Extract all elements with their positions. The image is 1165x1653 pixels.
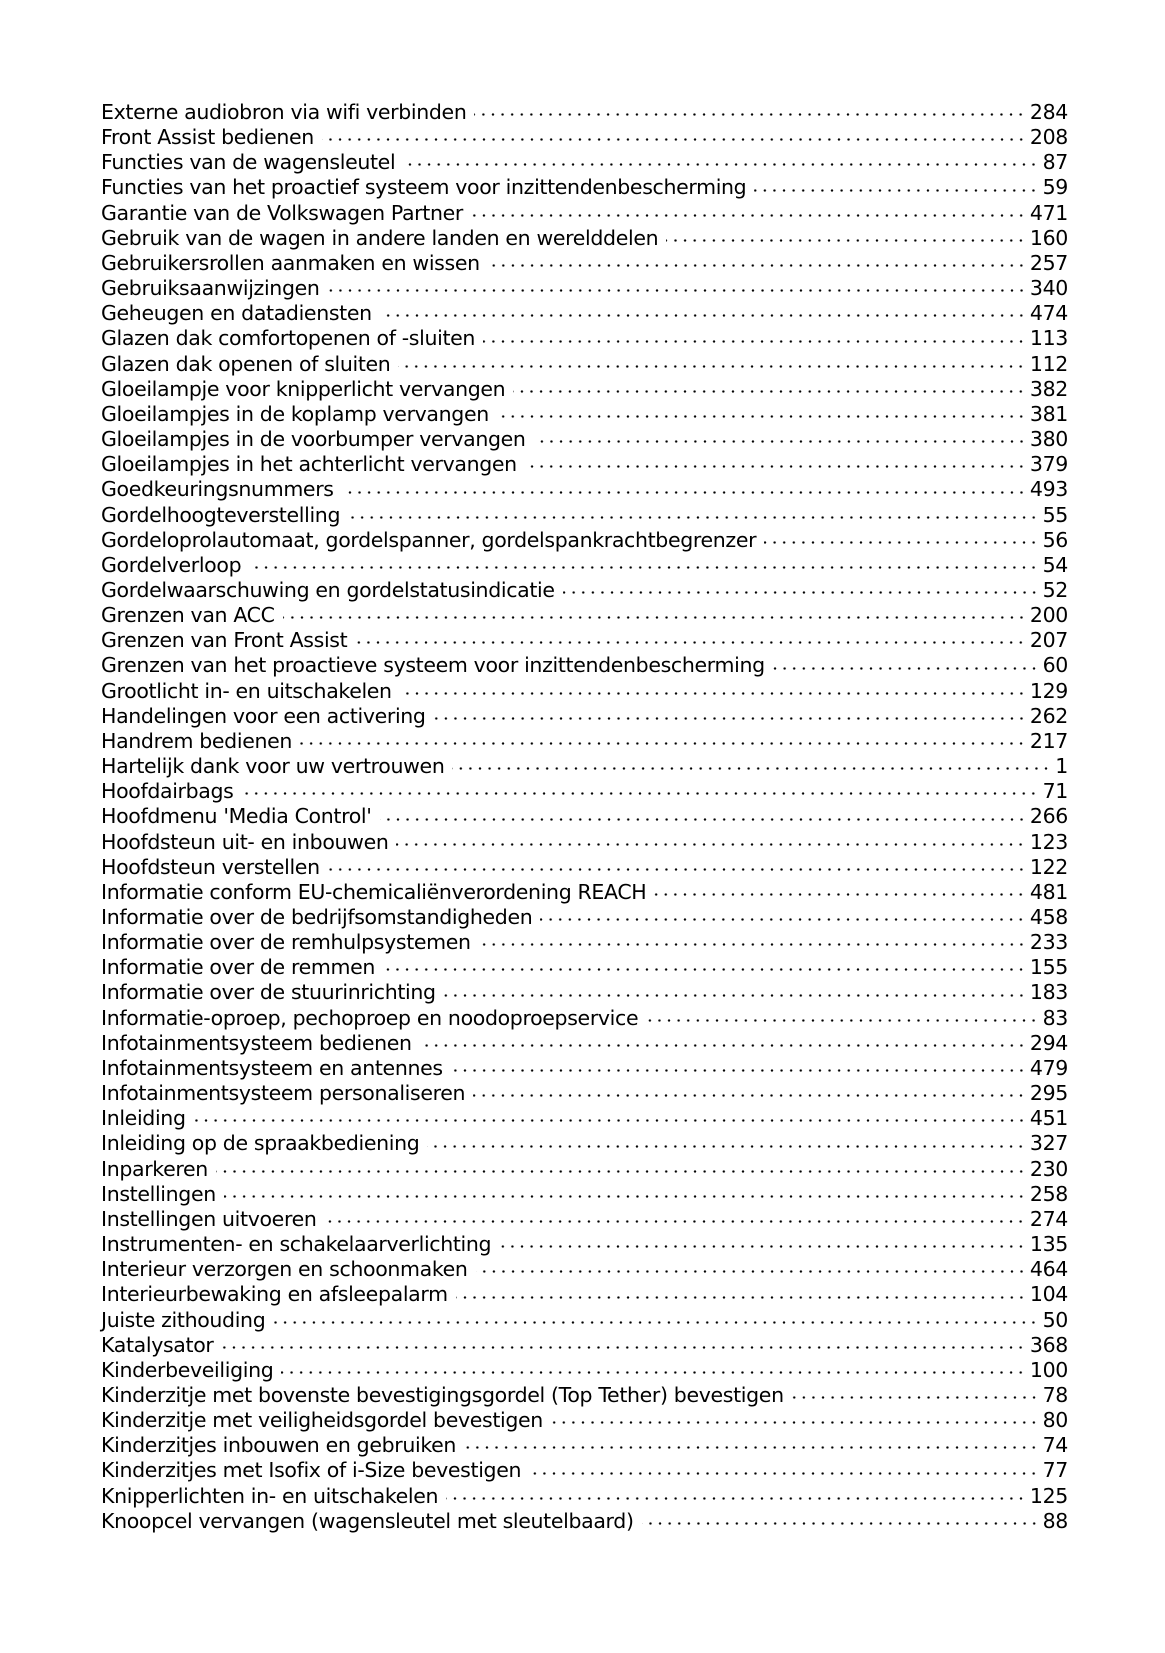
entry-page-number: 230 — [1029, 1156, 1068, 1181]
entry-title: Inleiding — [101, 1106, 186, 1131]
index-entry[interactable] — [101, 326, 1068, 351]
entry-page-number: 77 — [1042, 1458, 1068, 1483]
dot-leader — [322, 138, 1026, 141]
entry-title: Knipperlichten in- en uitschakelen — [101, 1483, 439, 1508]
index-entry[interactable] — [101, 955, 1068, 980]
entry-page-number: 294 — [1029, 1030, 1068, 1055]
entry-title: Gordelverloop — [101, 552, 242, 577]
entry-title: Instrumenten- en schakelaarverlichting — [101, 1232, 492, 1257]
entry-page-number: 113 — [1029, 326, 1068, 351]
index-entry[interactable] — [101, 452, 1068, 477]
entry-title: Functies van de wagensleutel — [101, 150, 396, 175]
index-entry[interactable] — [101, 628, 1068, 653]
dot-leader — [434, 717, 1026, 720]
entry-page-number: 74 — [1042, 1433, 1068, 1458]
entry-page-number: 474 — [1029, 301, 1068, 326]
dot-leader — [540, 918, 1026, 921]
dot-leader — [383, 968, 1026, 971]
index-page — [101, 100, 1068, 1534]
dot-leader — [444, 994, 1026, 997]
entry-title: Kinderzitje met bovenste bevestigingsgordel (Top Tether) bevestigen — [101, 1382, 784, 1407]
dot-leader — [342, 491, 1026, 494]
entry-title: Informatie over de remmen — [101, 955, 376, 980]
entry-title: Geheugen en datadiensten — [101, 301, 372, 326]
entry-title: Gebruik van de wagen in andere landen en werelddelen — [101, 225, 659, 250]
entry-page-number: 471 — [1029, 200, 1068, 225]
entry-title: Hoofdsteun uit- en inbouwen — [101, 829, 389, 854]
entry-page-number: 135 — [1029, 1232, 1068, 1257]
dot-leader — [534, 440, 1026, 443]
dot-leader — [396, 843, 1025, 846]
dot-leader — [773, 667, 1039, 670]
entry-title: Informatie over de bedrijfsomstandigheden — [101, 905, 533, 929]
entry-title: Gordeloprolautomaat, gordelspanner, gordelspankrachtbegrenzer — [101, 527, 757, 552]
index-entry[interactable] — [101, 1408, 1068, 1433]
dot-leader — [380, 314, 1026, 317]
entry-page-number: 122 — [1029, 854, 1068, 879]
index-entry[interactable] — [101, 1383, 1068, 1408]
entry-page-number: 208 — [1029, 125, 1068, 150]
index-entry[interactable] — [101, 1157, 1068, 1182]
index-entry[interactable] — [101, 1333, 1068, 1358]
index-entry[interactable] — [101, 855, 1068, 880]
dot-leader — [476, 1270, 1026, 1273]
entry-page-number: 123 — [1029, 829, 1068, 854]
dot-leader — [451, 1069, 1026, 1072]
index-entry[interactable] — [101, 980, 1068, 1005]
entry-title: Glazen dak comfortopenen of -sluiten — [101, 326, 476, 351]
entry-title: Front Assist bedienen — [101, 125, 314, 150]
dot-leader — [764, 541, 1038, 544]
entry-page-number: 112 — [1029, 351, 1068, 376]
entry-page-number: 464 — [1029, 1257, 1068, 1282]
dot-leader — [216, 1170, 1026, 1173]
dot-leader — [281, 1371, 1026, 1374]
entry-title: Katalysator — [101, 1332, 214, 1357]
dot-leader — [324, 1220, 1025, 1223]
dot-leader — [446, 1497, 1026, 1500]
index-entry[interactable] — [101, 1031, 1068, 1056]
entry-page-number: 100 — [1029, 1357, 1068, 1382]
index-entry[interactable] — [101, 276, 1068, 301]
dot-leader — [452, 767, 1051, 770]
dot-leader — [398, 365, 1025, 368]
entry-title: Interieurbewaking en afsleepalarm — [101, 1282, 448, 1307]
dot-leader — [224, 1195, 1026, 1198]
dot-leader — [403, 163, 1038, 166]
entry-title: Kinderzitje met veiligheidsgordel bevestigen — [101, 1408, 543, 1433]
index-entry[interactable] — [101, 301, 1068, 326]
dot-leader — [427, 1145, 1026, 1148]
index-entry[interactable] — [101, 1433, 1068, 1458]
entry-page-number: 80 — [1042, 1408, 1068, 1433]
entry-title: Knoopcel vervangen (wagensleutel met sleutelbaard) — [101, 1508, 634, 1533]
index-entry[interactable] — [101, 125, 1068, 150]
entry-title: Kinderzitjes inbouwen en gebruiken — [101, 1433, 457, 1458]
dot-leader — [473, 1094, 1026, 1097]
index-entry[interactable] — [101, 779, 1068, 804]
entry-title: Inleiding op de spraakbediening — [101, 1131, 420, 1156]
entry-page-number: 381 — [1029, 401, 1068, 426]
dot-leader — [754, 189, 1038, 192]
dot-leader — [355, 641, 1026, 644]
dot-leader — [420, 1044, 1026, 1047]
index-entry[interactable] — [101, 729, 1068, 754]
index-entry[interactable] — [101, 477, 1068, 502]
entry-title: Infotainmentsysteem en antennes — [101, 1055, 443, 1080]
entry-page-number: 451 — [1029, 1106, 1068, 1131]
dot-leader — [529, 1472, 1038, 1475]
dot-leader — [400, 692, 1026, 695]
dot-leader — [348, 516, 1039, 519]
entry-title: Gloeilampjes in de koplamp vervangen — [101, 401, 489, 426]
index-entry[interactable] — [101, 1358, 1068, 1383]
entry-page-number: 493 — [1029, 477, 1068, 502]
index-entry[interactable] — [101, 679, 1068, 704]
index-entry[interactable] — [101, 1106, 1068, 1131]
dot-leader — [488, 264, 1026, 267]
index-entry[interactable] — [101, 553, 1068, 578]
dot-leader — [471, 214, 1026, 217]
dot-leader — [497, 415, 1026, 418]
index-entry[interactable] — [101, 1308, 1068, 1333]
index-entry[interactable] — [101, 1207, 1068, 1232]
index-entry[interactable] — [101, 930, 1068, 955]
index-entry[interactable] — [101, 503, 1068, 528]
entry-page-number: 479 — [1029, 1055, 1068, 1080]
entry-page-number: 71 — [1042, 779, 1068, 804]
dot-leader — [283, 616, 1026, 619]
entry-title: Externe audiobron via wifi verbinden — [101, 100, 467, 124]
index-entry[interactable] — [101, 1081, 1068, 1106]
index-entry[interactable] — [101, 150, 1068, 175]
entry-title: Instellingen uitvoeren — [101, 1206, 317, 1231]
entry-title: Handelingen voor een activering — [101, 703, 426, 728]
index-entry[interactable] — [101, 1056, 1068, 1081]
entry-title: Informatie-oproep, pechoproep en noodoproepservice — [101, 1005, 639, 1030]
entry-page-number: 104 — [1029, 1282, 1068, 1307]
entry-title: Functies van het proactief systeem voor inzittendenbescherming — [101, 175, 747, 200]
entry-title: Gloeilampjes in de voorbumper vervangen — [101, 427, 526, 452]
index-entry[interactable] — [101, 1232, 1068, 1257]
entry-page-number: 233 — [1029, 930, 1068, 955]
index-entry[interactable] — [101, 578, 1068, 603]
index-entry[interactable] — [101, 1006, 1068, 1031]
dot-leader — [194, 1119, 1026, 1122]
entry-title: Infotainmentsysteem bedienen — [101, 1030, 412, 1055]
dot-leader — [249, 566, 1038, 569]
entry-page-number: 78 — [1042, 1382, 1068, 1407]
entry-page-number: 50 — [1042, 1307, 1068, 1332]
index-entry[interactable] — [101, 175, 1068, 200]
entry-title: Handrem bedienen — [101, 728, 293, 753]
entry-page-number: 340 — [1029, 276, 1068, 301]
dot-leader — [483, 340, 1026, 343]
index-entry[interactable] — [101, 251, 1068, 276]
dot-leader — [792, 1396, 1039, 1399]
entry-title: Glazen dak openen of sluiten — [101, 351, 391, 376]
entry-page-number: 458 — [1029, 905, 1068, 929]
entry-title: Grenzen van ACC — [101, 603, 275, 628]
entry-page-number: 327 — [1029, 1131, 1068, 1156]
index-entry[interactable] — [101, 1458, 1068, 1483]
entry-title: Infotainmentsysteem personaliseren — [101, 1081, 466, 1106]
entry-page-number: 481 — [1029, 879, 1068, 904]
entry-page-number: 274 — [1029, 1206, 1068, 1231]
entry-title: Interieur verzorgen en schoonmaken — [101, 1257, 468, 1282]
entry-page-number: 382 — [1029, 376, 1068, 401]
index-entry[interactable] — [101, 754, 1068, 779]
index-entry[interactable] — [101, 905, 1068, 930]
entry-title: Hoofdsteun verstellen — [101, 854, 320, 879]
index-entry[interactable] — [101, 1282, 1068, 1307]
entry-page-number: 266 — [1029, 804, 1068, 829]
dot-leader — [642, 1522, 1039, 1525]
entry-page-number: 295 — [1029, 1081, 1068, 1106]
entry-page-number: 125 — [1029, 1483, 1068, 1508]
entry-page-number: 55 — [1042, 502, 1068, 527]
entry-title: Kinderbeveiliging — [101, 1357, 274, 1382]
dot-leader — [464, 1446, 1039, 1449]
entry-title: Grootlicht in- en uitschakelen — [101, 678, 392, 703]
dot-leader — [328, 868, 1026, 871]
entry-title: Gordelwaarschuwing en gordelstatusindicatie — [101, 577, 555, 602]
entry-page-number: 258 — [1029, 1181, 1068, 1206]
entry-title: Instellingen — [101, 1181, 216, 1206]
entry-page-number: 52 — [1042, 577, 1068, 602]
dot-leader — [551, 1421, 1039, 1424]
index-entry[interactable] — [101, 653, 1068, 678]
entry-title: Informatie over de stuurinrichting — [101, 980, 436, 1005]
entry-title: Grenzen van Front Assist — [101, 628, 348, 653]
entry-page-number: 262 — [1029, 703, 1068, 728]
dot-leader — [456, 1296, 1026, 1299]
entry-title: Goedkeuringsnummers — [101, 477, 334, 502]
entry-page-number: 129 — [1029, 678, 1068, 703]
dot-leader — [328, 289, 1026, 292]
entry-title: Hoofdmenu 'Media Control' — [101, 804, 372, 829]
index-entry[interactable] — [101, 880, 1068, 905]
entry-page-number: 160 — [1029, 225, 1068, 250]
dot-leader — [499, 1245, 1026, 1248]
index-entry[interactable] — [101, 352, 1068, 377]
entry-title: Gebruiksaanwijzingen — [101, 276, 320, 301]
index-entry[interactable] — [101, 1509, 1068, 1534]
entry-page-number: 60 — [1042, 653, 1068, 678]
index-entry[interactable] — [101, 603, 1068, 628]
index-entry[interactable] — [101, 528, 1068, 553]
dot-leader — [479, 943, 1026, 946]
entry-page-number: 83 — [1042, 1005, 1068, 1030]
entry-title: Juiste zithouding — [101, 1307, 266, 1332]
entry-title: Inparkeren — [101, 1156, 208, 1181]
entry-page-number: 200 — [1029, 603, 1068, 628]
dot-leader — [525, 465, 1026, 468]
entry-title: Informatie over de remhulpsystemen — [101, 930, 471, 955]
entry-page-number: 59 — [1042, 175, 1068, 200]
index-entry[interactable] — [101, 1257, 1068, 1282]
entry-title: Gloeilampje voor knipperlicht vervangen — [101, 376, 506, 401]
dot-leader — [646, 1019, 1038, 1022]
entry-title: Garantie van de Volkswagen Partner — [101, 200, 463, 225]
index-entry[interactable] — [101, 704, 1068, 729]
dot-leader — [221, 1346, 1025, 1349]
index-entry[interactable] — [101, 804, 1068, 829]
entry-page-number: 379 — [1029, 452, 1068, 477]
entry-page-number: 88 — [1042, 1508, 1068, 1533]
entry-title: Hartelijk dank voor uw vertrouwen — [101, 754, 445, 779]
entry-title: Grenzen van het proactieve systeem voor inzittendenbescherming — [101, 653, 765, 678]
index-entry[interactable] — [101, 1484, 1068, 1509]
entry-title: Informatie conform EU-chemicaliënverordening REACH — [101, 879, 647, 904]
entry-page-number: 217 — [1029, 728, 1068, 753]
entry-page-number: 56 — [1042, 527, 1068, 552]
entry-page-number: 380 — [1029, 427, 1068, 452]
dot-leader — [666, 239, 1026, 242]
entry-page-number: 54 — [1042, 552, 1068, 577]
entry-title: Gebruikersrollen aanmaken en wissen — [101, 250, 480, 275]
index-entry[interactable] — [101, 402, 1068, 427]
dot-leader — [241, 792, 1038, 795]
index-entry[interactable] — [101, 830, 1068, 855]
entry-title: Gloeilampjes in het achterlicht vervangen — [101, 452, 517, 477]
entry-page-number: 1 — [1055, 754, 1068, 779]
dot-leader — [300, 742, 1026, 745]
dot-leader — [474, 113, 1025, 116]
index-entry[interactable] — [101, 226, 1068, 251]
dot-leader — [563, 591, 1039, 594]
index-entry[interactable] — [101, 1182, 1068, 1207]
entry-page-number: 207 — [1029, 628, 1068, 653]
index-entry[interactable] — [101, 201, 1068, 226]
dot-leader — [273, 1321, 1038, 1324]
entry-title: Gordelhoogteverstelling — [101, 502, 341, 527]
entry-page-number: 183 — [1029, 980, 1068, 1005]
entry-page-number: 257 — [1029, 250, 1068, 275]
index-entry[interactable] — [101, 377, 1068, 402]
entry-page-number: 368 — [1029, 1332, 1068, 1357]
dot-leader — [380, 818, 1026, 821]
index-entry[interactable] — [101, 427, 1068, 452]
dot-leader — [654, 893, 1026, 896]
entry-page-number: 87 — [1042, 150, 1068, 175]
index-list — [101, 100, 1068, 1534]
index-entry[interactable] — [101, 100, 1068, 125]
entry-page-number: 284 — [1029, 100, 1068, 124]
entry-title: Kinderzitjes met Isofix of i-Size bevestigen — [101, 1458, 522, 1483]
entry-page-number: 155 — [1029, 955, 1068, 980]
dot-leader — [513, 390, 1026, 393]
index-entry[interactable] — [101, 1131, 1068, 1156]
entry-title: Hoofdairbags — [101, 779, 234, 804]
